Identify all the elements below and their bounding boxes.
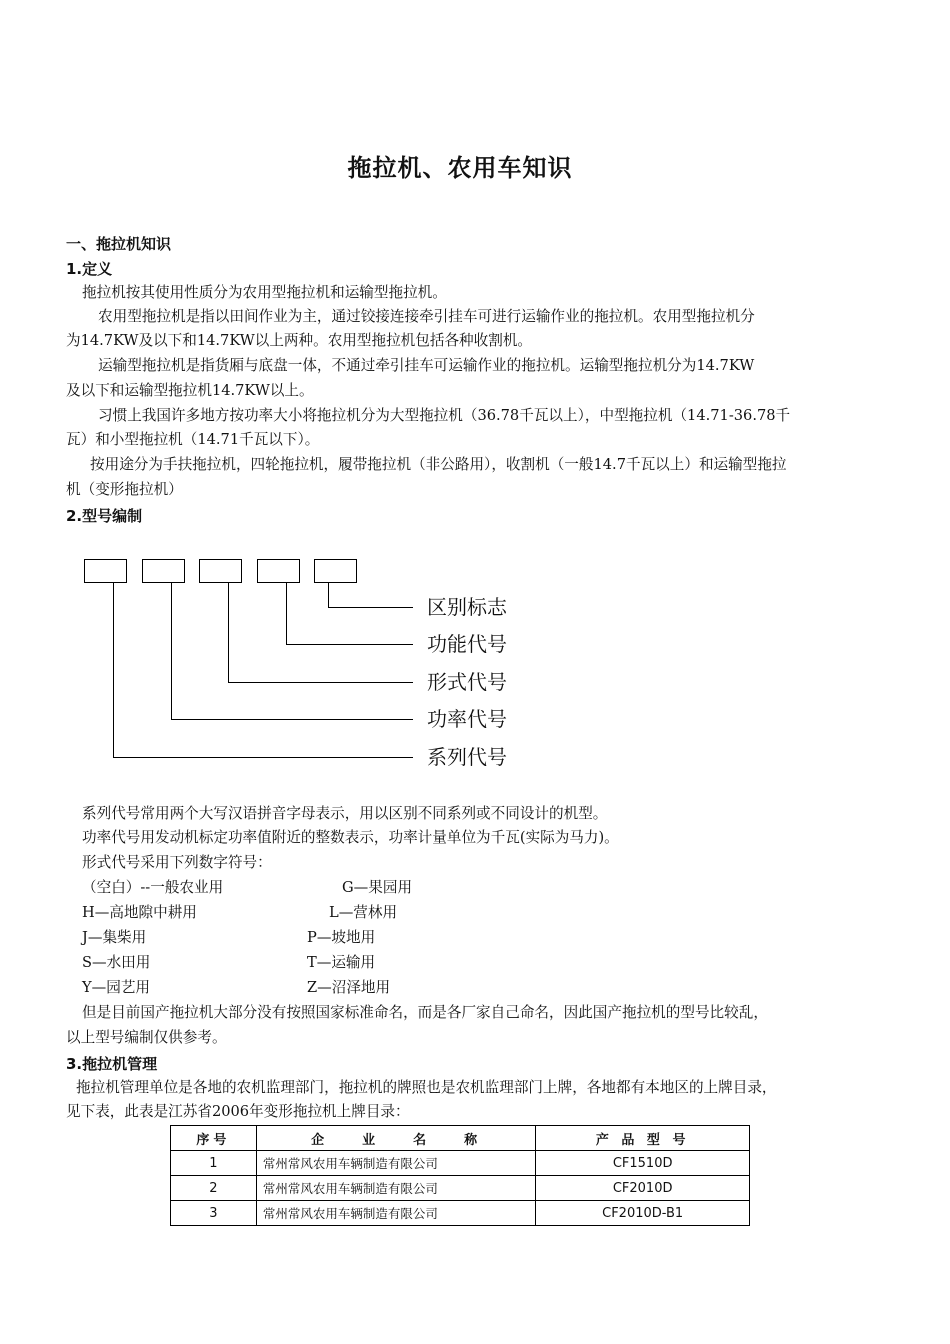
connector-line bbox=[228, 682, 413, 683]
code-item: P—坡地用 bbox=[307, 929, 376, 946]
table-cell: CF2010D-B1 bbox=[536, 1201, 750, 1226]
connector-line bbox=[171, 583, 172, 720]
connector-line bbox=[328, 607, 413, 608]
paragraph-line: 习惯上我国许多地方按功率大小将拖拉机分为大型拖拉机（36.78千瓦以上），中型拖拉机（14.71-36.78千 bbox=[98, 407, 791, 424]
paragraph-line: 运输型拖拉机是指货厢与底盘一体，不通过牵引挂车可运输作业的拖拉机。运输型拖拉机分为14.7KW bbox=[98, 357, 755, 374]
management-heading: 3.拖拉机管理 bbox=[66, 1055, 158, 1073]
table-row bbox=[171, 1151, 750, 1176]
connector-line bbox=[113, 583, 114, 758]
paragraph-line: 系列代号常用两个大写汉语拼音字母表示，用以区别不同系列或不同设计的机型。 bbox=[82, 805, 608, 822]
paragraph-line: 机（变形拖拉机） bbox=[66, 481, 183, 498]
diagram-label: 功能代号 bbox=[427, 632, 507, 656]
section-heading: 一、拖拉机知识 bbox=[66, 235, 172, 253]
connector-line bbox=[228, 583, 229, 683]
code-item: S—水田用 bbox=[82, 954, 151, 971]
model-heading: 2.型号编制 bbox=[66, 507, 143, 525]
column-header: 企 业 名 称 bbox=[256, 1126, 535, 1151]
code-item: T—运输用 bbox=[307, 954, 376, 971]
paragraph-line: 拖拉机管理单位是各地的农机监理部门，拖拉机的牌照也是农机监理部门上牌，各地都有本地区的上牌目录， bbox=[76, 1079, 777, 1096]
code-box-mark bbox=[314, 559, 357, 583]
connector-line bbox=[328, 583, 329, 608]
table-row bbox=[171, 1201, 750, 1226]
code-item: G—果园用 bbox=[342, 879, 413, 896]
paragraph-line: 拖拉机按其使用性质分为农用型拖拉机和运输型拖拉机。 bbox=[82, 284, 447, 301]
paragraph-line: 按用途分为手扶拖拉机，四轮拖拉机，履带拖拉机（非公路用），收割机（一般14.7千瓦以上）和运输型拖拉 bbox=[90, 456, 787, 473]
table-cell: 常州常风农用车辆制造有限公司 bbox=[256, 1201, 535, 1226]
definition-heading: 1.定义 bbox=[66, 260, 113, 278]
table-cell: CF1510D bbox=[536, 1151, 750, 1176]
paragraph-line: 但是目前国产拖拉机大部分没有按照国家标准命名，而是各厂家自己命名，因此国产拖拉机的型号比较乱， bbox=[82, 1004, 768, 1021]
code-box-form bbox=[199, 559, 242, 583]
diagram-label: 系列代号 bbox=[427, 745, 507, 769]
code-box-power bbox=[142, 559, 185, 583]
table-cell: 常州常风农用车辆制造有限公司 bbox=[256, 1176, 535, 1201]
column-header: 产 品 型 号 bbox=[536, 1126, 750, 1151]
table-row bbox=[171, 1176, 750, 1201]
table-cell: 3 bbox=[171, 1201, 257, 1226]
diagram-label: 形式代号 bbox=[427, 670, 507, 694]
code-item: H—高地隙中耕用 bbox=[82, 904, 197, 921]
code-item: （空白）--一般农业用 bbox=[82, 879, 224, 896]
paragraph-line: 功率代号用发动机标定功率值附近的整数表示，功率计量单位为千瓦(实际为马力)。 bbox=[82, 829, 619, 846]
diagram-label: 功率代号 bbox=[427, 707, 507, 731]
code-item: Z—沼泽地用 bbox=[307, 979, 391, 996]
paragraph-line: 形式代号采用下列数字符号： bbox=[82, 854, 272, 871]
code-box-series bbox=[84, 559, 127, 583]
connector-line bbox=[113, 757, 413, 758]
connector-line bbox=[286, 583, 287, 645]
paragraph-line: 瓦）和小型拖拉机（14.71千瓦以下）。 bbox=[66, 431, 320, 448]
table-cell: 常州常风农用车辆制造有限公司 bbox=[256, 1151, 535, 1176]
paragraph-line: 为14.7KW及以下和14.7KW以上两种。农用型拖拉机包括各种收割机。 bbox=[66, 332, 533, 349]
table-header-row bbox=[171, 1126, 750, 1151]
paragraph-line: 以上型号编制仅供参考。 bbox=[66, 1029, 227, 1046]
paragraph-line: 见下表，此表是江苏省2006年变形拖拉机上牌目录： bbox=[66, 1103, 410, 1120]
paragraph-line: 农用型拖拉机是指以田间作业为主，通过铰接连接牵引挂车可进行运输作业的拖拉机。农用型拖拉机分 bbox=[98, 308, 755, 325]
code-item: Y—园艺用 bbox=[82, 979, 151, 996]
diagram-label: 区别标志 bbox=[427, 595, 507, 619]
page-title: 拖拉机、农用车知识 bbox=[347, 154, 573, 182]
connector-line bbox=[286, 644, 413, 645]
table-cell: 2 bbox=[171, 1176, 257, 1201]
registration-table bbox=[170, 1125, 750, 1226]
code-item: L—营林用 bbox=[329, 904, 398, 921]
table-cell: CF2010D bbox=[536, 1176, 750, 1201]
code-item: J—集柴用 bbox=[82, 929, 147, 946]
paragraph-line: 及以下和运输型拖拉机14.7KW以上。 bbox=[66, 382, 314, 399]
code-box-function bbox=[257, 559, 300, 583]
column-header: 序号 bbox=[171, 1126, 257, 1151]
table-cell: 1 bbox=[171, 1151, 257, 1176]
connector-line bbox=[171, 719, 413, 720]
